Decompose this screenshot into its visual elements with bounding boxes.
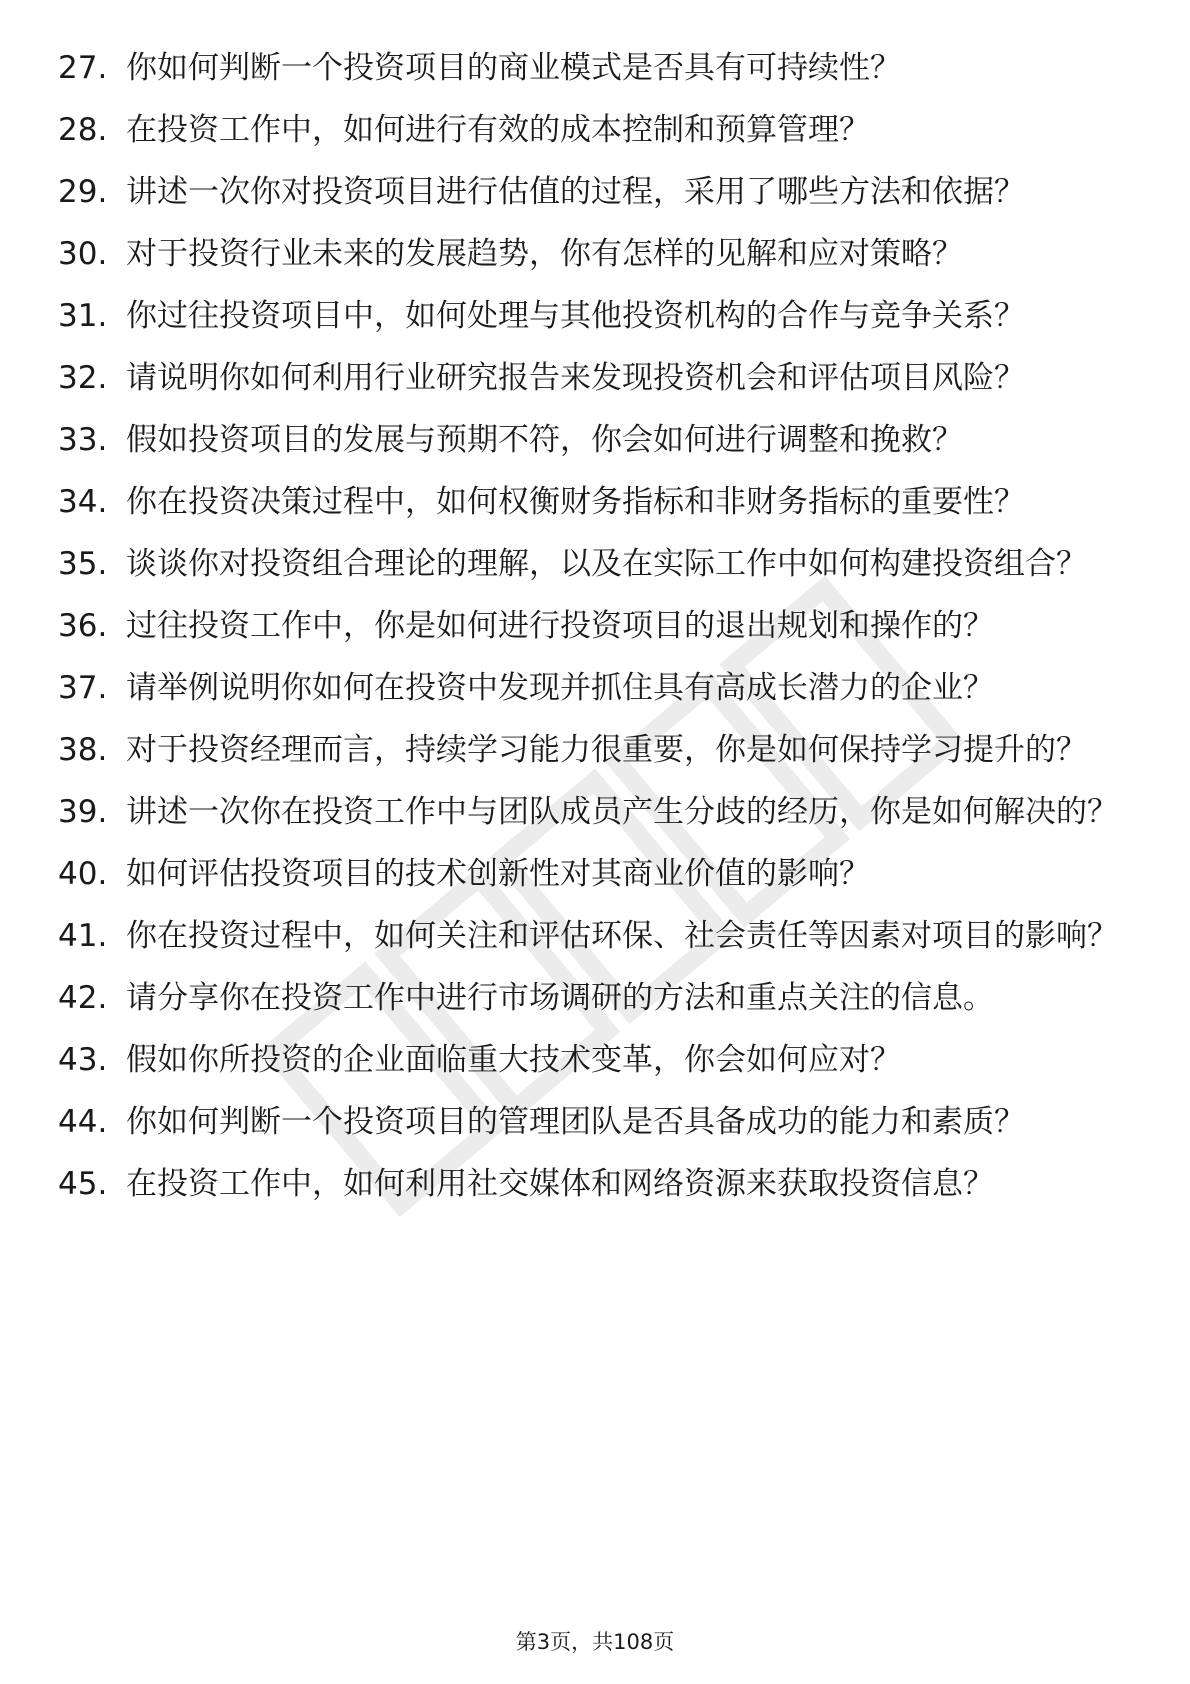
question-text: 请分享你在投资工作中进行市场调研的方法和重点关注的信息。 [126, 980, 994, 1016]
question-item [58, 1040, 1138, 1080]
question-text: 谈谈你对投资组合理论的理解，以及在实际工作中如何构建投资组合？ [126, 546, 1087, 582]
question-text: 你在投资过程中，如何关注和评估环保、社会责任等因素对项目的影响？ [126, 918, 1118, 954]
question-item [58, 296, 1138, 336]
question-text: 你在投资决策过程中，如何权衡财务指标和非财务指标的重要性？ [126, 484, 1025, 520]
question-text: 讲述一次你对投资项目进行估值的过程，采用了哪些方法和依据？ [126, 174, 1025, 210]
page-footer [0, 1626, 1190, 1656]
question-number: 41. [58, 918, 108, 954]
question-number: 44. [58, 1104, 108, 1140]
question-number: 42. [58, 980, 108, 1016]
question-item [58, 606, 1138, 646]
question-number: 45. [58, 1166, 108, 1202]
question-text: 在投资工作中，如何进行有效的成本控制和预算管理？ [126, 112, 870, 148]
question-text: 请说明你如何利用行业研究报告来发现投资机会和评估项目风险？ [126, 360, 1025, 396]
question-text: 过往投资工作中，你是如何进行投资项目的退出规划和操作的？ [126, 608, 994, 644]
question-number: 29. [58, 174, 108, 210]
question-item [58, 172, 1138, 212]
question-text: 你如何判断一个投资项目的商业模式是否具有可持续性？ [126, 50, 901, 86]
question-text: 对于投资经理而言，持续学习能力很重要，你是如何保持学习提升的？ [126, 732, 1087, 768]
question-text: 如何评估投资项目的技术创新性对其商业价值的影响？ [126, 856, 870, 892]
question-item [58, 482, 1138, 522]
question-text: 你如何判断一个投资项目的管理团队是否具备成功的能力和素质？ [126, 1104, 1025, 1140]
question-item [58, 420, 1138, 460]
question-list [58, 48, 1138, 1226]
question-text: 在投资工作中，如何利用社交媒体和网络资源来获取投资信息？ [126, 1166, 994, 1202]
question-item [58, 110, 1138, 150]
question-number: 38. [58, 732, 108, 768]
question-number: 34. [58, 484, 108, 520]
question-number: 35. [58, 546, 108, 582]
question-item [58, 1164, 1138, 1204]
question-number: 31. [58, 298, 108, 334]
question-number: 39. [58, 794, 108, 830]
question-number: 30. [58, 236, 108, 272]
question-item [58, 854, 1138, 894]
question-number: 37. [58, 670, 108, 706]
page-number-label: 第3页，共108页 [515, 1630, 675, 1654]
question-item [58, 792, 1138, 832]
question-number: 33. [58, 422, 108, 458]
question-item [58, 916, 1138, 956]
question-item [58, 48, 1138, 88]
question-item [58, 978, 1138, 1018]
question-number: 40. [58, 856, 108, 892]
question-item [58, 730, 1138, 770]
question-item [58, 668, 1138, 708]
question-item [58, 234, 1138, 274]
question-item [58, 544, 1138, 584]
question-text: 你过往投资项目中，如何处理与其他投资机构的合作与竞争关系？ [126, 298, 1025, 334]
question-text: 假如投资项目的发展与预期不符，你会如何进行调整和挽救？ [126, 422, 963, 458]
question-text: 请举例说明你如何在投资中发现并抓住具有高成长潜力的企业？ [126, 670, 994, 706]
question-number: 27. [58, 50, 108, 86]
question-number: 36. [58, 608, 108, 644]
question-text: 讲述一次你在投资工作中与团队成员产生分歧的经历，你是如何解决的？ [126, 794, 1118, 830]
question-text: 假如你所投资的企业面临重大技术变革，你会如何应对？ [126, 1042, 901, 1078]
question-item [58, 1102, 1138, 1142]
question-number: 32. [58, 360, 108, 396]
question-number: 28. [58, 112, 108, 148]
question-item [58, 358, 1138, 398]
question-text: 对于投资行业未来的发展趋势，你有怎样的见解和应对策略？ [126, 236, 963, 272]
question-number: 43. [58, 1042, 108, 1078]
